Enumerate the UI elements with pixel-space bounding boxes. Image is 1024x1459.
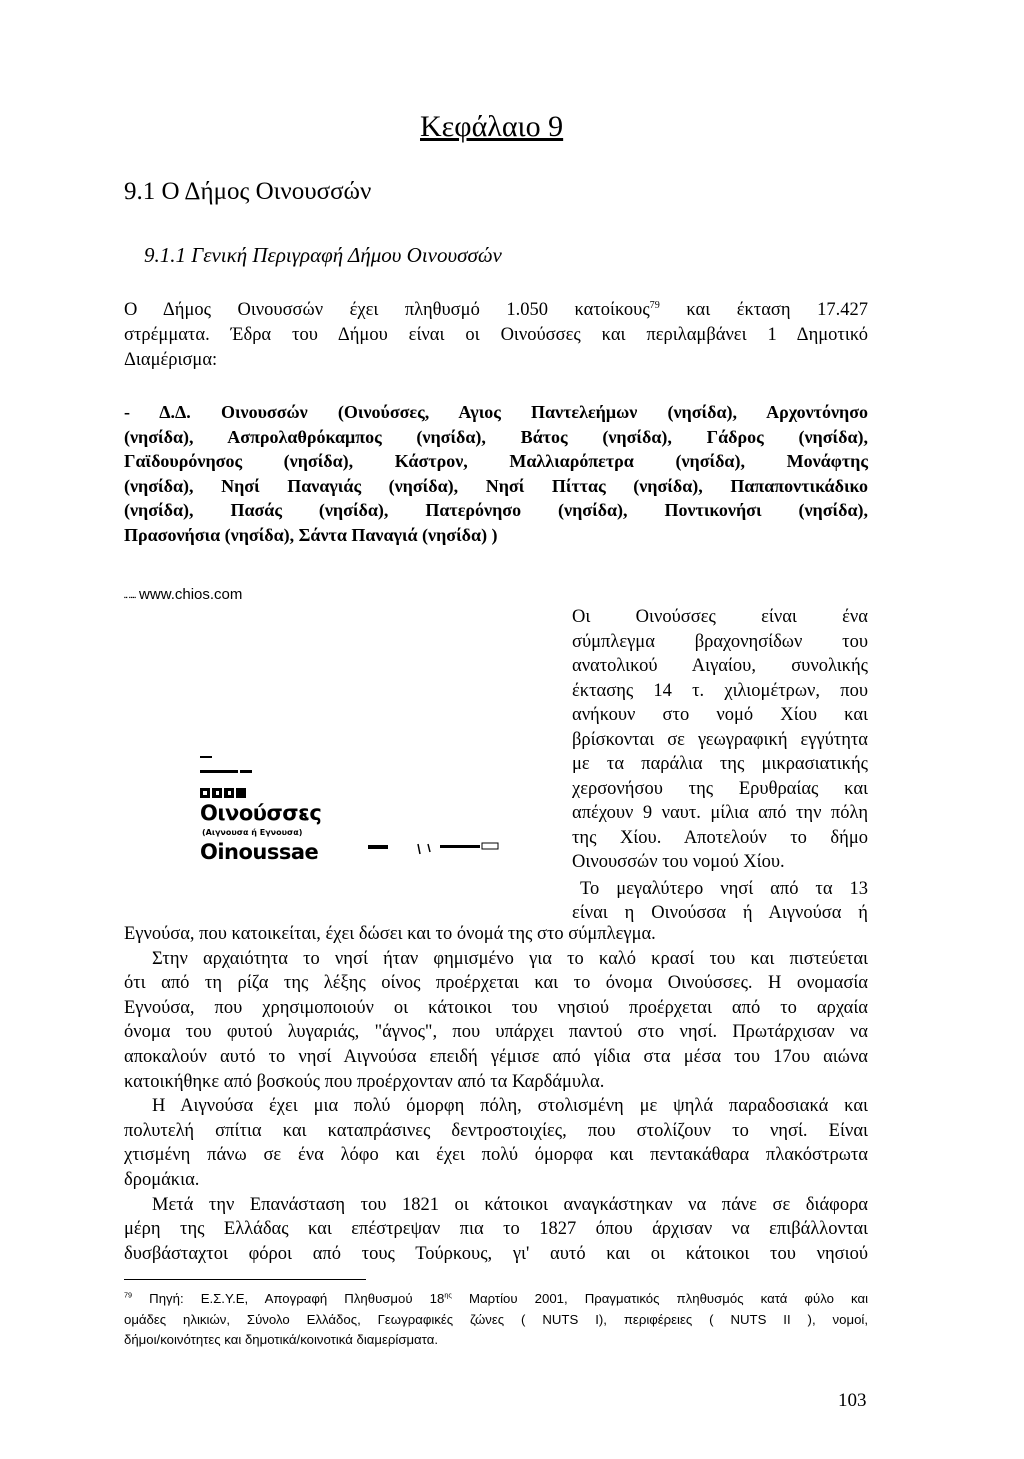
body-line: μέρη της Ελλάδας και επέστρεψαν πια το 1827 όπου άρχισαν να επιβάλλονται <box>124 1219 868 1240</box>
subsection-title: 9.1.1 Γενική Περιγραφή Δήμου Οινουσσών <box>144 243 502 267</box>
dd-line: Γαϊδουρόνησος (νησίδα), Κάστρον, Μαλλιαρόπετρα (νησίδα), Μονάφτης <box>124 451 868 471</box>
body-line: Εγνούσα, που κατοικείται, έχει δώσει και το όνομά της στο σύμπλεγμα. <box>124 924 656 944</box>
right-col-line: βρίσκονται σε γεωγραφική εγγύτητα <box>572 729 868 750</box>
islands-description <box>572 605 868 926</box>
footnote <box>124 1289 868 1351</box>
intro-line-1-tail: και έκταση 17.427 <box>659 300 868 320</box>
footnote-ref: 79 <box>649 299 660 311</box>
right-col-line: σύμπλεγμα βραχονησίδων του <box>572 631 868 652</box>
right-col-line: ανήκουν στο νομό Χίου και <box>572 705 868 725</box>
dd-line: - Δ.Δ. Οινουσσών (Οινούσσες, Αγιος Παντελεήμων (νησίδα), Αρχοντόνησο <box>124 402 868 422</box>
tiny-logo-mark: ▪▪ ▪▪▪▪ <box>124 595 137 601</box>
body-line: Στην αρχαιότητα το νησί ήταν φημισμένο για το καλό κρασί του και πιστεύεται <box>152 948 868 969</box>
municipal-district-list <box>124 400 868 547</box>
body-line: Η Αιγνούσα έχει μια πολύ όμορφη πόλη, στολισμένη με ψηλά παραδοσιακά και <box>152 1096 868 1117</box>
body-line: ότι από τη ρίζα της λέξης οίνος προέρχεται και το όνομα Οινούσσες. Η ονομασία <box>124 973 868 994</box>
body-line: κατοικήθηκε από βοσκούς που προέρχονταν από τα Καρδάμυλα. <box>124 1071 605 1092</box>
footnote-line-3: δήμοι/κοινότητες και δημοτικά/κοινοτικά διαμερίσματα. <box>124 1332 438 1347</box>
body-line: δυσβάσταχτοι φόροι από τους Τούρκους, γι' αυτό και οι κάτοικοι του νησιού <box>124 1243 868 1264</box>
footnote-line-2: ομάδες ηλικιών, Σύνολο Ελλάδος, Γεωγραφικές ζώνες ( NUTS I), περιφέρειες ( NUTS II ), νομοί, <box>124 1311 868 1327</box>
footnote-line-1-text: Πηγή: Ε.Σ.Υ.Ε, Απογραφή Πληθυσμού 18 <box>132 1291 445 1306</box>
page-number: 103 <box>838 1390 867 1411</box>
footnote-divider <box>124 1279 366 1280</box>
right-col-line: ανατολικού Αιγαίου, συνολικής <box>572 656 868 676</box>
right-col-line: Οι Οινούσσες είναι ένα <box>572 607 868 627</box>
body-line: Μετά την Επανάσταση του 1821 οι κάτοικοι αναγκάστηκαν να πάνε σε διάφορα <box>152 1194 868 1215</box>
intro-line-2: στρέμματα. Έδρα του Δήμου είναι οι Οινούσσες και περιλαμβάνει 1 Δημοτικό <box>124 325 868 345</box>
dd-line: (νησίδα), Νησί Παναγιάς (νησίδα), Νησί Πίττας (νησίδα), Παπαποντικάδικο <box>124 475 868 496</box>
right-col-line: απέχουν 9 ναυτ. μίλια από την πόλη <box>572 803 868 823</box>
right-col-line: Οινουσσών του νομού Χίου. <box>572 852 785 872</box>
right-col-line: της Χίου. Αποτελούν το δήμο <box>572 827 868 848</box>
body-line: δρομάκια. <box>124 1169 200 1190</box>
body-line: Εγνούσα, που χρησιμοποιούν οι κάτοικοι του νησιού προέρχεται από το αρχαία <box>124 997 868 1018</box>
intro-paragraph <box>124 298 868 373</box>
footnote-number: 79 <box>124 1290 133 1300</box>
dd-line: Πρασονήσια (νησίδα), Σάντα Παναγιά (νησίδα) ) <box>124 524 498 545</box>
map-image <box>200 748 520 873</box>
right-col-line: χερσονήσου της Ερυθραίας και <box>572 778 868 799</box>
right-col-line: είναι η Οινούσσα ή Αιγνούσα ή <box>572 903 868 923</box>
image-source-label <box>124 586 242 603</box>
body-text <box>124 922 868 1266</box>
body-line: αποκαλούν αυτό το νησί Αιγνούσα επειδή γέμισε από γίδια στα μέσα του 17ου αιώνα <box>124 1046 868 1067</box>
map-label-alt: (Αιγνουσα ή Εγνουσα) <box>202 828 303 837</box>
footnote-ordinal: ης <box>444 1290 452 1300</box>
body-line: όνομα του φυτού λυγαριάς, "άγνος", που υπάρχει παντού στο νησί. Πρωτάρχισαν να <box>124 1022 868 1043</box>
dd-line: (νησίδα), Πασάς (νησίδα), Πατερόνησο (νησίδα), Ποντικονήσι (νησίδα), <box>124 500 868 520</box>
body-line: πολυτελή σπίτια και καταπράσινες δεντροστοιχίες, που στολίζουν το νησί. Είναι <box>124 1120 868 1141</box>
intro-line-1 <box>124 298 868 323</box>
right-col-line: έκτασης 14 τ. χιλιομέτρων, που <box>572 680 868 701</box>
intro-line-1-text: Ο Δήμος Οινουσσών έχει πληθυσμό 1.050 κατοίκους <box>124 300 650 320</box>
body-line: χτισμένη πάνω σε ένα λόφο και έχει πολύ όμορφα και πεντακάθαρα πλακόστρωτα <box>124 1145 868 1166</box>
dd-line: (νησίδα), Ασπρολαθρόκαμπος (νησίδα), Βάτος (νησίδα), Γάδρος (νησίδα), <box>124 426 868 447</box>
image-source-url: www.chios.com <box>139 586 243 603</box>
intro-line-3: Διαμέρισμα: <box>124 350 218 370</box>
footnote-line-1-tail: Μαρτίου 2001, Πραγματικός πληθυσμός κατά φύλο και <box>451 1291 868 1306</box>
chapter-title: Κεφάλαιο 9 <box>420 110 564 143</box>
section-title: 9.1 Ο Δήμος Οινουσσών <box>124 178 372 205</box>
map-label-greek: Οινούσσες <box>200 801 322 825</box>
right-col-line: με τα παράλια της μικρασιατικής <box>572 754 868 774</box>
footnote-line-1 <box>124 1289 868 1310</box>
right-col-line: Το μεγαλύτερο νησί από τα 13 <box>580 878 868 899</box>
map-label-latin: Oinoussae <box>200 840 319 864</box>
